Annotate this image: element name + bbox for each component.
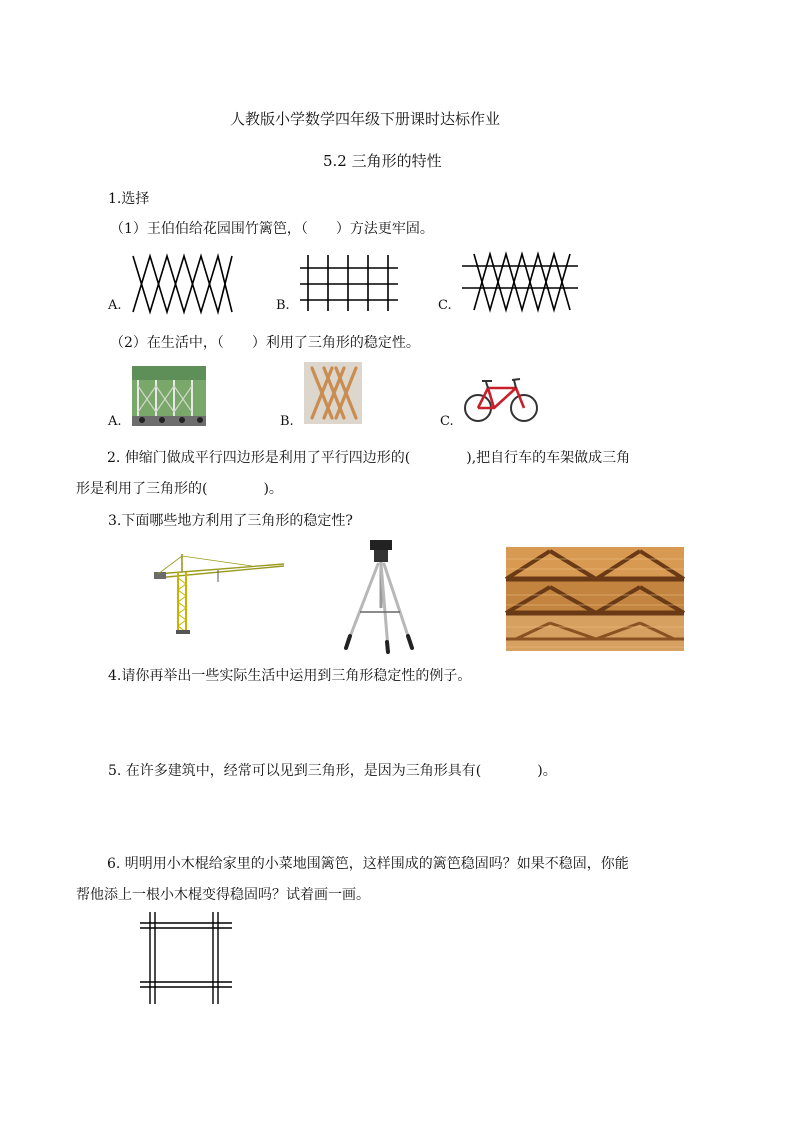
- q1-sub1: （1）王伯伯给花园围竹篱笆，（ ）方法更牢固。: [110, 221, 434, 237]
- tower-crane-image: [152, 552, 286, 636]
- q1-option-c: C.: [438, 298, 452, 313]
- tripod-image: [340, 538, 416, 654]
- q5-text: 5. 在许多建筑中，经常可以见到三角形，是因为三角形具有( )。: [108, 763, 557, 779]
- fence-b-figure: [300, 254, 400, 312]
- q2-line1: 2. 伸缩门做成平行四边形是利用了平行四边形的( ),把自行车的车架做成三角: [107, 450, 631, 466]
- q6-line1: 6. 明明用小木棍给家里的小菜地围篱笆，这样围成的篱笆稳固吗？如果不稳固，你能: [107, 856, 629, 872]
- q4-text: 4.请你再举出一些实际生活中运用到三角形稳定性的例子。: [108, 668, 472, 684]
- page-title: 人教版小学数学四年级下册课时达标作业: [230, 110, 501, 128]
- stick-fence-figure: [140, 912, 234, 1004]
- q1-sub2: （2）在生活中，（ ）利用了三角形的稳定性。: [110, 335, 420, 351]
- retractable-gate-image: [132, 366, 206, 426]
- fence-a-figure: [130, 255, 234, 313]
- page-subtitle: 5.2 三角形的特性: [323, 152, 442, 170]
- q1-heading: 1.选择: [108, 191, 150, 207]
- roof-truss-image: [506, 547, 684, 651]
- q1-sub2-option-b: B.: [280, 414, 294, 429]
- q1-option-b: B.: [276, 298, 290, 313]
- q3-text: 3.下面哪些地方利用了三角形的稳定性?: [108, 513, 353, 529]
- bicycle-image: [462, 374, 540, 424]
- q1-sub2-option-a: A.: [108, 414, 122, 429]
- q1-sub2-option-c: C.: [440, 414, 454, 429]
- q1-option-a: A.: [108, 298, 122, 313]
- q6-line2: 帮他添上一根小木棍变得稳固吗？试着画一画。: [76, 887, 370, 903]
- q2-line2: 形是利用了三角形的( )。: [76, 481, 283, 497]
- fence-c-figure: [462, 254, 580, 310]
- wooden-lattice-image: [304, 362, 362, 424]
